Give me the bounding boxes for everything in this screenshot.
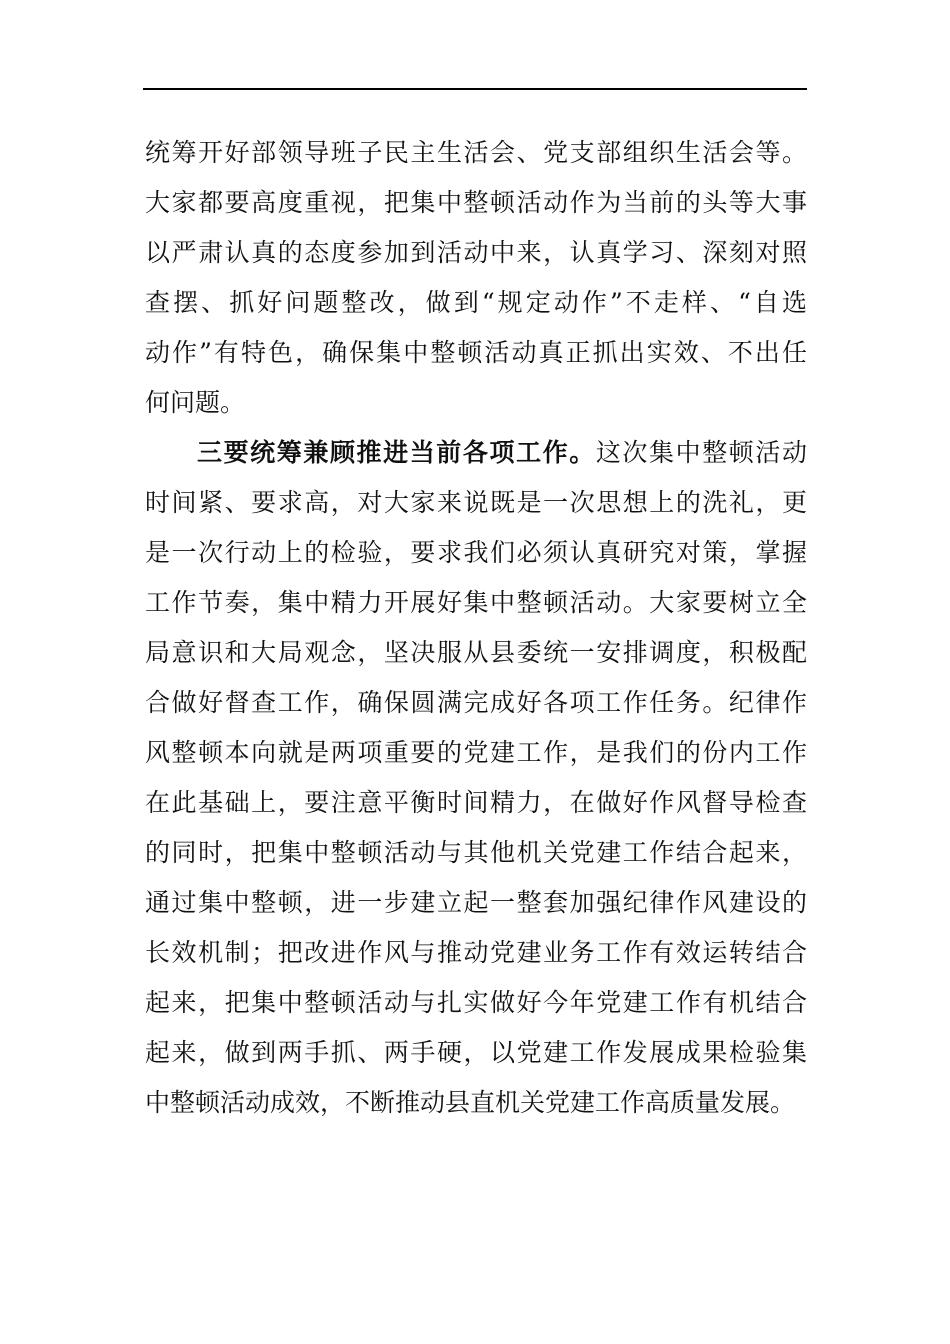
paragraph-heading: 三要统筹兼顾推进当前各项工作。 [197, 438, 596, 467]
text-line: 合做好督查工作，确保圆满完成好各项工作任务。纪律作 [145, 688, 807, 717]
text-line: 的同时，把集中整顿活动与其他机关党建工作结合起来， [145, 838, 807, 867]
text-line: 在此基础上，要注意平衡时间精力，在做好作风督导检查 [145, 788, 807, 817]
header-rule [143, 88, 807, 90]
text-line: 时间紧、要求高，对大家来说既是一次思想上的洗礼，更 [145, 488, 807, 517]
text-line: 查摆、抓好问题整改，做到“规定动作”不走样、“自选 [145, 288, 807, 317]
paragraph-2 [145, 428, 807, 1128]
text-line: 工作节奏，集中精力开展好集中整顿活动。大家要树立全 [145, 588, 807, 617]
text-line: 中整顿活动成效，不断推动县直机关党建工作高质量发展。 [145, 1088, 796, 1117]
text-line: 统筹开好部领导班子民主生活会、党支部组织生活会等。 [145, 138, 807, 167]
text-line: 何问题。 [145, 388, 246, 417]
text-line: 大家都要高度重视，把集中整顿活动作为当前的头等大事 [145, 188, 807, 217]
text-run: 这次集中整顿活动 [595, 438, 807, 467]
text-line: 风整顿本向就是两项重要的党建工作，是我们的份内工作 [145, 738, 807, 767]
text-line: 长效机制；把改进作风与推动党建业务工作有效运转结合 [145, 938, 807, 967]
paragraph-1 [145, 128, 807, 428]
text-line: 是一次行动上的检验，要求我们必须认真研究对策，掌握 [145, 538, 807, 567]
text-line: 以严肃认真的态度参加到活动中来，认真学习、深刻对照 [145, 238, 807, 267]
text-line: 动作”有特色，确保集中整顿活动真正抓出实效、不出任 [145, 338, 807, 367]
document-body [145, 128, 807, 1128]
text-line: 通过集中整顿，进一步建立起一整套加强纪律作风建设的 [145, 888, 807, 917]
text-line [145, 428, 807, 478]
text-line: 局意识和大局观念，坚决服从县委统一安排调度，积极配 [145, 638, 807, 667]
text-line: 起来，做到两手抓、两手硬，以党建工作发展成果检验集 [145, 1038, 807, 1067]
text-line: 起来，把集中整顿活动与扎实做好今年党建工作有机结合 [145, 988, 807, 1017]
